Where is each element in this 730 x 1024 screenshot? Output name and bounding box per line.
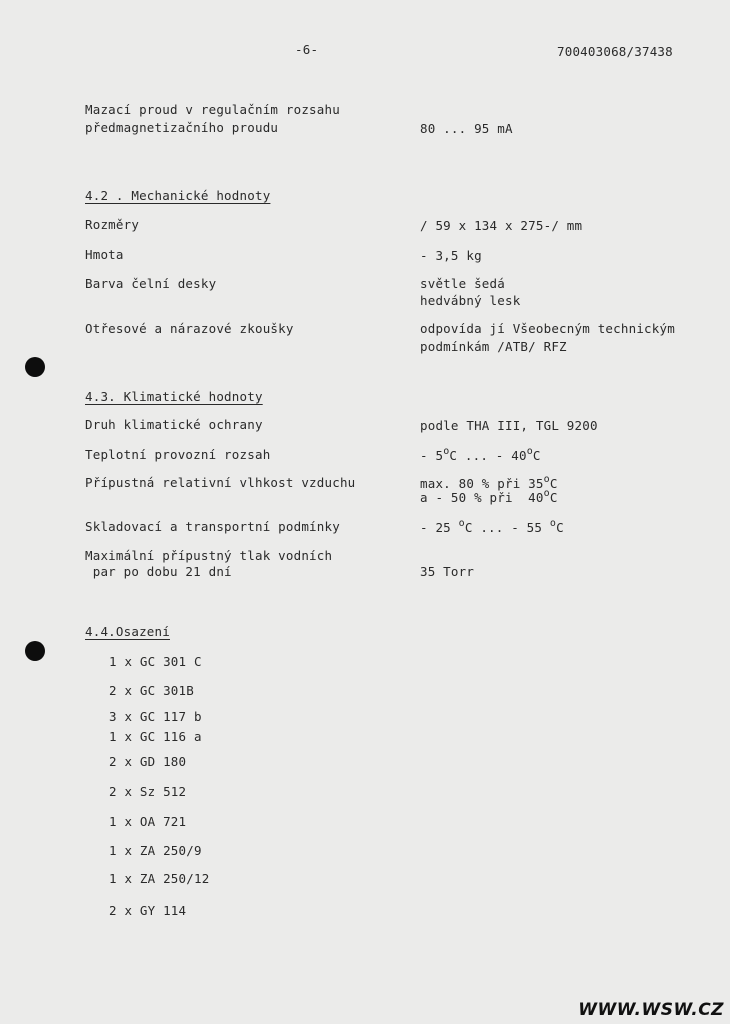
pressure-label-1: Maximální přípustný tlak vodních xyxy=(85,548,333,563)
degree-sign: o xyxy=(443,446,450,457)
climate-protection-label: Druh klimatické ochrany xyxy=(85,417,263,432)
humidity-value-2 xyxy=(420,489,558,508)
list-item: 2 x GC 301B xyxy=(109,683,194,698)
list-item: 2 x GY 114 xyxy=(109,903,187,918)
degree-sign: o xyxy=(549,518,557,529)
humidity-alt: a - 50 % při 40 xyxy=(420,490,544,505)
list-item: 1 x GC 301 C xyxy=(109,654,202,669)
list-item: 1 x ZA 250/9 xyxy=(109,843,202,858)
page-number: -6- xyxy=(295,42,319,57)
lubricating-current-label-2: předmagnetizačního proudu xyxy=(85,120,279,135)
storage-value xyxy=(420,519,564,538)
punch-hole-upper xyxy=(25,357,45,377)
storage-label: Skladovací a transportní podmínky xyxy=(85,519,340,534)
site-watermark: WWW.WSW.CZ xyxy=(578,1000,724,1020)
shock-test-label: Otřesové a nárazové zkoušky xyxy=(85,321,294,336)
celsius-unit: C xyxy=(549,476,558,491)
list-item: 1 x ZA 250/12 xyxy=(109,871,210,886)
section-heading-climatic: 4.3. Klimatické hodnoty xyxy=(85,389,263,404)
punch-hole-lower xyxy=(25,641,45,661)
mass-label: Hmota xyxy=(85,247,124,262)
section-heading-mechanical: 4.2 . Mechanické hodnoty xyxy=(85,188,271,203)
shock-test-value-1: odpovída jí Všeobecným technickým xyxy=(420,321,675,336)
mass-value: - 3,5 kg xyxy=(420,248,482,263)
section-heading-components: 4.4.Osazení xyxy=(85,624,170,639)
panel-color-value-2: hedvábný lesk xyxy=(420,293,521,308)
document-number: 700403068/37438 xyxy=(557,44,673,59)
list-item: 2 x GD 180 xyxy=(109,754,187,769)
operating-temp-range: C ... - 40 xyxy=(449,448,527,463)
list-item: 3 x GC 117 b xyxy=(109,709,202,724)
degree-sign: o xyxy=(543,474,550,485)
degree-sign: o xyxy=(458,518,465,529)
celsius-unit: C xyxy=(549,490,558,505)
pressure-value: 35 Torr xyxy=(420,564,475,579)
lubricating-current-label-1: Mazací proud v regulačním rozsahu xyxy=(85,102,340,117)
panel-color-value-1: světle šedá xyxy=(420,276,505,291)
celsius-unit: C xyxy=(556,520,564,535)
dimensions-label: Rozměry xyxy=(85,217,140,232)
operating-temp-value xyxy=(420,447,541,466)
list-item: 2 x Sz 512 xyxy=(109,784,187,799)
humidity-max: max. 80 % při 35 xyxy=(420,476,544,491)
storage-temp-range: C ... - 55 xyxy=(464,520,550,535)
list-item: 1 x OA 721 xyxy=(109,814,187,829)
humidity-label: Přípustná relativní vlhkost vzduchu xyxy=(85,475,356,490)
operating-temp-min: - 5 xyxy=(420,448,444,463)
lubricating-current-value: 80 ... 95 mA xyxy=(420,121,513,136)
climate-protection-value: podle THA III, TGL 9200 xyxy=(420,418,598,433)
shock-test-value-2: podmínkám /ATB/ RFZ xyxy=(420,339,567,354)
celsius-unit: C xyxy=(532,448,541,463)
panel-color-label: Barva čelní desky xyxy=(85,276,217,291)
degree-sign: o xyxy=(543,488,550,499)
storage-temp-min: - 25 xyxy=(420,520,459,535)
degree-sign: o xyxy=(526,446,533,457)
list-item: 1 x GC 116 a xyxy=(109,729,202,744)
pressure-label-2: par po dobu 21 dní xyxy=(85,564,232,579)
operating-temp-label: Teplotní provozní rozsah xyxy=(85,447,271,462)
dimensions-value: / 59 x 134 x 275-/ mm xyxy=(420,218,583,233)
